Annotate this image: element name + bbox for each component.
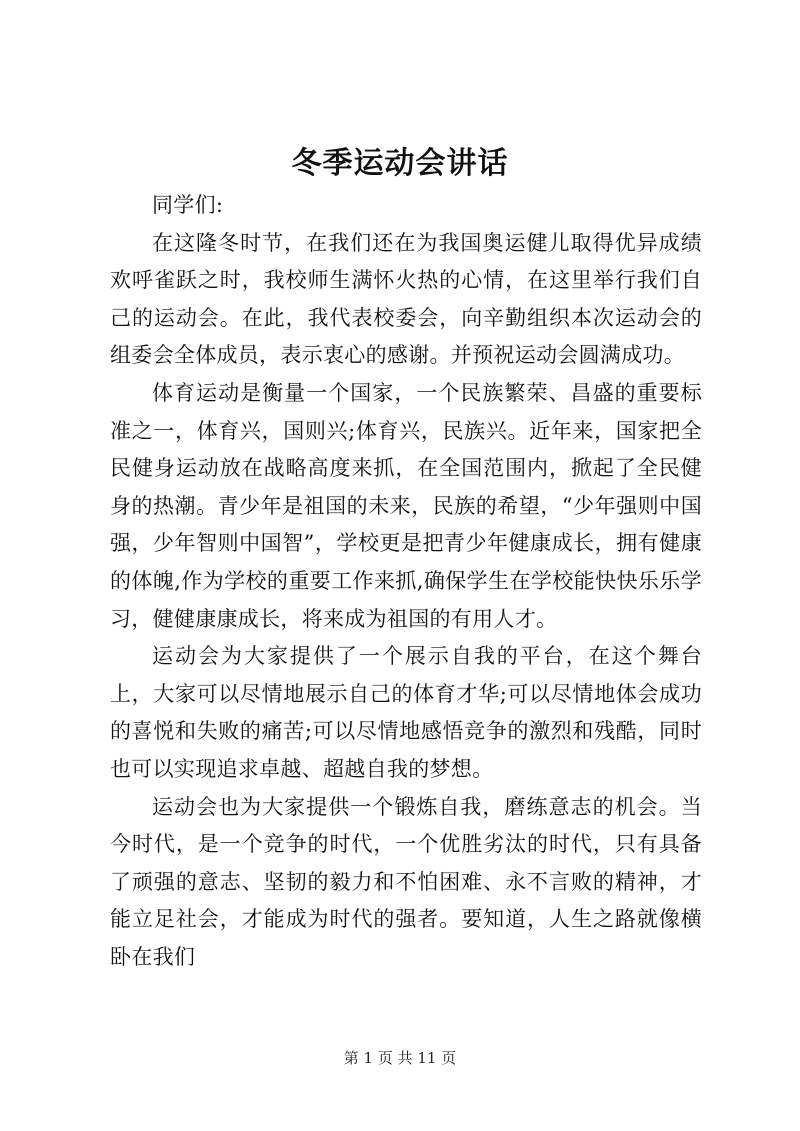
- paragraph-4: 运动会也为大家提供一个锻炼自我，磨练意志的机会。当今时代，是一个竞争的时代，一个优胜劣汰的时代，只有具备了顽强的意志、坚韧的毅力和不怕困难、永不言败的精神，才能立足社会，才能成为时代的强者。要知道，人生之路就像横卧在我们: [110, 794, 702, 969]
- document-title: 冬季运动会讲话: [291, 146, 509, 181]
- page-number-footer: 第 1 页 共 11 页: [343, 1049, 457, 1067]
- paragraph-3: 运动会为大家提供了一个展示自我的平台，在这个舞台上，大家可以尽情地展示自己的体育才华;可以尽情地体会成功的喜悦和失败的痛苦;可以尽情地感悟竞争的激烈和残酷，同时也可以实现追求卓越、超越自我的梦想。: [110, 644, 702, 781]
- paragraph-1: 在这隆冬时节，在我们还在为我国奥运健儿取得优异成绩欢呼雀跃之时，我校师生满怀火热的心情，在这里举行我们自己的运动会。在此，我代表校委会，向辛勤组织本次运动会的组委会全体成员，表示衷心的感谢。并预祝运动会圆满成功。: [110, 230, 702, 368]
- paragraph-2: 体育运动是衡量一个国家，一个民族繁荣、昌盛的重要标准之一，体育兴，国则兴;体育兴，民族兴。近年来，国家把全民健身运动放在战略高度来抓，在全国范围内，掀起了全民健身的热潮。青少年是祖国的未来，民族的希望，“少年强则中国强，少年智则中国智”，学校更是把青少年健康成长，拥有健康的体魄,作为学校的重要工作来抓,确保学生在学校能快快乐乐学习，健健康康成长，将来成为祖国的有用人才。: [110, 380, 702, 631]
- greeting: 同学们:: [152, 193, 224, 217]
- document-body: [110, 187, 702, 976]
